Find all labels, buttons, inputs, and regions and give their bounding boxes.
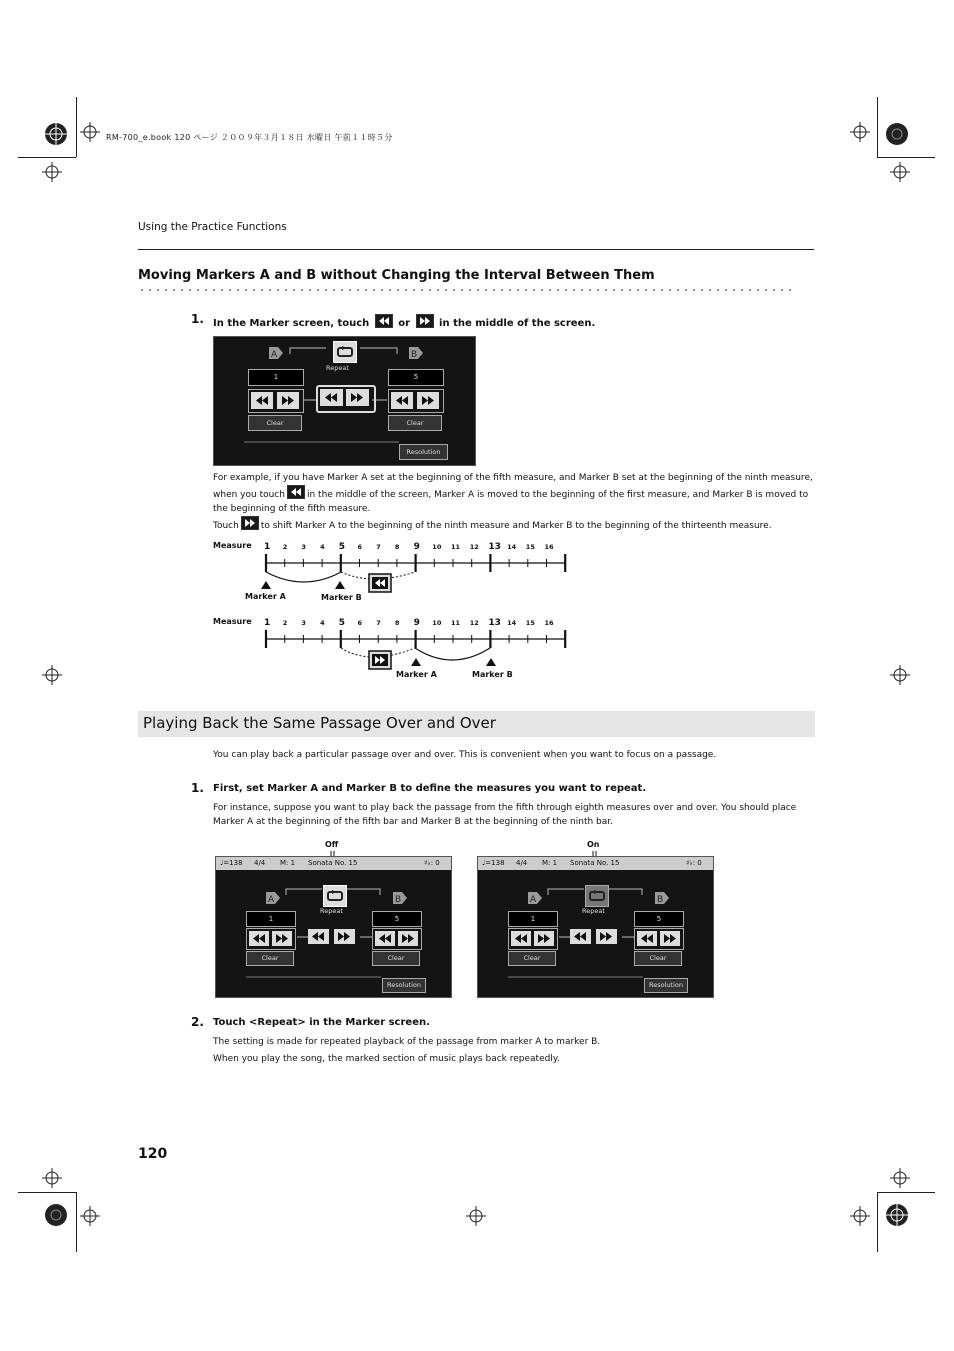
marker-b-icon[interactable] bbox=[392, 890, 408, 909]
step-number: 1. bbox=[191, 781, 204, 795]
measure-number: 3 bbox=[301, 619, 306, 627]
marker-a-value: 1 bbox=[248, 369, 304, 386]
measure-number: 10 bbox=[432, 543, 442, 551]
measure-label: Measure bbox=[213, 617, 252, 626]
beat-display: 4/4 bbox=[254, 859, 266, 867]
beat-display: 4/4 bbox=[516, 859, 528, 867]
measure-number: 16 bbox=[544, 619, 554, 627]
repeat-label: Repeat bbox=[582, 907, 605, 915]
marker-b-clear-button[interactable]: Clear bbox=[634, 951, 682, 966]
marker-a-icon[interactable] bbox=[265, 890, 281, 909]
marker-a-value: 1 bbox=[246, 911, 296, 927]
paragraph-line: the beginning of the fifth measure. bbox=[213, 504, 371, 514]
marker-a-forward-button[interactable] bbox=[272, 931, 292, 946]
paragraph-line: For instance, suppose you want to play back the passage from the fifth through eighth measures over and over. You should place bbox=[213, 803, 797, 813]
measure-number: 11 bbox=[451, 619, 461, 627]
marker-a-rewind-button[interactable] bbox=[249, 931, 269, 946]
key-display: ♯♭: 0 bbox=[424, 859, 440, 867]
marker-screen-repeat-off bbox=[215, 856, 452, 998]
measure-number: 15 bbox=[525, 619, 535, 627]
marker-b-label: Marker B bbox=[321, 593, 362, 602]
tempo-display: ♩=138 bbox=[220, 859, 243, 867]
tempo-display: ♩=138 bbox=[482, 859, 505, 867]
marker-a-clear-button[interactable]: Clear bbox=[248, 415, 302, 431]
key-display: ♯♭: 0 bbox=[686, 859, 702, 867]
marker-b-controls bbox=[372, 928, 422, 950]
page-number: 120 bbox=[138, 1146, 168, 1162]
step-text: Touch <Repeat> in the Marker screen. bbox=[213, 1017, 430, 1028]
registration-mark-icon bbox=[42, 1168, 62, 1188]
marker-a-label: Marker A bbox=[396, 670, 437, 679]
step-paragraph: When you play the song, the marked section of music plays back repeatedly. bbox=[213, 1054, 560, 1064]
svg-text:B: B bbox=[395, 895, 402, 905]
shift-forward-button[interactable] bbox=[596, 929, 617, 944]
intro-paragraph: You can play back a particular passage over and over. This is convenient when you want to focus on a passage. bbox=[213, 750, 717, 760]
marker-a-controls bbox=[246, 928, 296, 950]
repeat-button[interactable] bbox=[323, 885, 347, 907]
paragraph-part: in the middle of the screen, Marker A is moved to the beginning of the first measure, and Marker B is moved to bbox=[306, 490, 809, 500]
paragraph-line: Marker A at the beginning of the fifth bar and Marker B at the beginning of the ninth bar. bbox=[213, 817, 614, 827]
registration-mark-icon bbox=[885, 1203, 909, 1227]
repeat-label: Repeat bbox=[320, 907, 343, 915]
measure-number: 1 bbox=[264, 542, 271, 552]
svg-text:A: A bbox=[530, 895, 537, 905]
step-number: 2. bbox=[191, 1015, 204, 1029]
marker-b-icon[interactable] bbox=[654, 890, 670, 909]
marker-b-clear-button[interactable]: Clear bbox=[388, 415, 442, 431]
shift-back-button[interactable] bbox=[570, 929, 591, 944]
measure-number: 14 bbox=[507, 619, 517, 627]
section-heading: Moving Markers A and B without Changing the Interval Between Them bbox=[138, 268, 655, 283]
marker-b-clear-button[interactable]: Clear bbox=[372, 951, 420, 966]
step-text: First, set Marker A and Marker B to define the measures you want to repeat. bbox=[213, 783, 647, 794]
marker-b-controls bbox=[634, 928, 684, 950]
measure-number: 7 bbox=[376, 543, 381, 551]
song-name: Sonata No. 15 bbox=[570, 859, 620, 867]
marker-b-value: 5 bbox=[634, 911, 684, 927]
marker-a-controls bbox=[508, 928, 558, 950]
shift-back-button[interactable] bbox=[308, 929, 329, 944]
measure-number: 12 bbox=[469, 619, 479, 627]
running-head: Using the Practice Functions bbox=[138, 221, 287, 233]
on-label: On bbox=[587, 840, 600, 849]
step-text-part: In the Marker screen, touch bbox=[213, 318, 370, 329]
measure-display: M: 1 bbox=[280, 859, 296, 867]
paragraph-part: Touch bbox=[213, 521, 239, 531]
song-name: Sonata No. 15 bbox=[308, 859, 358, 867]
measure-number: 4 bbox=[320, 619, 325, 627]
svg-text:B: B bbox=[411, 350, 418, 360]
marker-b-forward-button[interactable] bbox=[398, 931, 418, 946]
measure-number: 5 bbox=[338, 542, 346, 552]
marker-a-clear-button[interactable]: Clear bbox=[246, 951, 294, 966]
screen-lines bbox=[216, 857, 451, 997]
marker-a-icon[interactable] bbox=[527, 890, 543, 909]
registration-mark-icon bbox=[466, 1206, 486, 1226]
section-title: Playing Back the Same Passage Over and Over bbox=[143, 714, 496, 732]
svg-text:A: A bbox=[271, 350, 278, 360]
step-paragraph: The setting is made for repeated playback of the passage from marker A to marker B. bbox=[213, 1037, 601, 1047]
measure-number: 8 bbox=[394, 619, 400, 627]
marker-a-value: 1 bbox=[508, 911, 558, 927]
measure-number: 12 bbox=[469, 543, 479, 551]
measure-number: 13 bbox=[488, 542, 501, 552]
shift-markers-controls bbox=[308, 928, 358, 946]
measure-number: 4 bbox=[320, 543, 325, 551]
paragraph-part: to shift Marker A to the beginning of the ninth measure and Marker B to the beginning of the thirteenth measure. bbox=[260, 521, 772, 531]
measure-number: 7 bbox=[376, 619, 381, 627]
measure-number: 16 bbox=[544, 543, 554, 551]
measure-number: 13 bbox=[488, 618, 501, 628]
marker-b-value: 5 bbox=[372, 911, 422, 927]
measure-number: 6 bbox=[357, 619, 363, 627]
measure-number: 1 bbox=[264, 618, 271, 628]
svg-text:A: A bbox=[268, 895, 275, 905]
paragraph-line: For example, if you have Marker A set at the beginning of the fifth measure, and Marker B set at the beginning of the ninth measure, bbox=[213, 473, 813, 483]
screen-lines bbox=[478, 857, 713, 997]
marker-screen-repeat-on bbox=[477, 856, 714, 998]
svg-text:B: B bbox=[657, 895, 664, 905]
shift-markers-controls bbox=[570, 928, 620, 946]
marker-a-rewind-button[interactable] bbox=[511, 931, 531, 946]
marker-a-clear-button[interactable]: Clear bbox=[508, 951, 556, 966]
registration-mark-icon bbox=[850, 1206, 870, 1226]
marker-b-rewind-button[interactable] bbox=[375, 931, 395, 946]
measure-number: 15 bbox=[525, 543, 535, 551]
measure-number: 14 bbox=[507, 543, 517, 551]
resolution-button[interactable]: Resolution bbox=[382, 978, 426, 993]
marker-b-forward-button[interactable] bbox=[660, 931, 680, 946]
repeat-label: Repeat bbox=[326, 364, 349, 372]
measure-number: 5 bbox=[338, 618, 346, 628]
measure-number: 2 bbox=[282, 543, 288, 551]
measure-label: Measure bbox=[213, 541, 252, 550]
measure-number: 8 bbox=[394, 543, 400, 551]
step-text-part: in the middle of the screen. bbox=[439, 318, 596, 329]
resolution-button[interactable]: Resolution bbox=[399, 444, 448, 460]
repeat-button-active[interactable] bbox=[585, 885, 609, 907]
measure-number: 2 bbox=[282, 619, 288, 627]
marker-b-value: 5 bbox=[388, 369, 444, 386]
paragraph-part: when you touch bbox=[213, 490, 285, 500]
registration-mark-icon bbox=[80, 1206, 100, 1226]
registration-mark-icon bbox=[44, 1203, 68, 1227]
marker-b-label: Marker B bbox=[472, 670, 513, 679]
marker-b-rewind-button[interactable] bbox=[637, 931, 657, 946]
marker-a-forward-button[interactable] bbox=[534, 931, 554, 946]
shift-forward-button[interactable] bbox=[334, 929, 355, 944]
step-text-part: or bbox=[398, 318, 411, 329]
measure-number: 10 bbox=[432, 619, 442, 627]
measure-number: 11 bbox=[451, 543, 461, 551]
step-number: 1. bbox=[191, 312, 204, 326]
off-label: Off bbox=[325, 840, 339, 849]
measure-number: 6 bbox=[357, 543, 363, 551]
measure-display: M: 1 bbox=[542, 859, 558, 867]
marker-a-label: Marker A bbox=[245, 592, 286, 601]
measure-number: 3 bbox=[301, 543, 306, 551]
registration-mark-icon bbox=[890, 1168, 910, 1188]
measure-number: 9 bbox=[413, 542, 420, 552]
resolution-button[interactable]: Resolution bbox=[644, 978, 688, 993]
measure-number: 9 bbox=[413, 618, 420, 628]
file-caption: RM-700_e.book 120 ページ ２００９年３月１８日 水曜日 午前１１時５分 bbox=[106, 133, 393, 142]
